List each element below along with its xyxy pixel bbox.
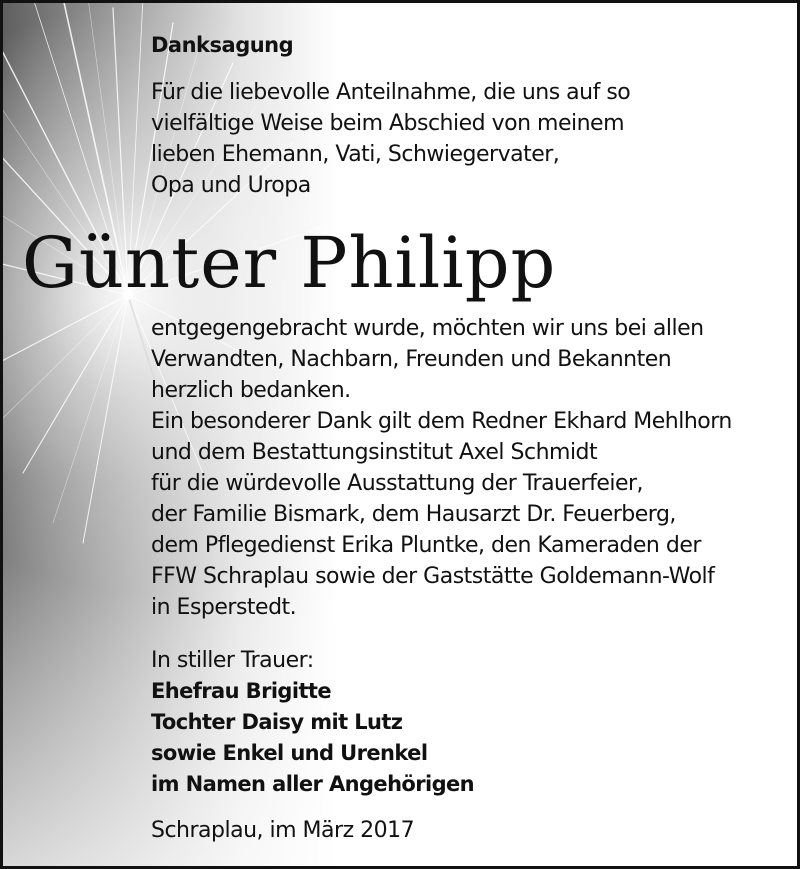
signer-line: im Namen aller Angehörigen [151, 772, 475, 796]
thanks-line: Verwandten, Nachbarn, Freunden und Bekannten [151, 347, 672, 372]
signer-line: sowie Enkel und Urenkel [151, 741, 428, 765]
signer-line: Tochter Daisy mit Lutz [151, 710, 403, 734]
thanks-line: Ein besonderer Dank gilt dem Redner Ekhard Mehlhorn [151, 409, 732, 434]
intro-line: vielfältige Weise beim Abschied von meinem [151, 111, 625, 136]
notice-heading: Danksagung [151, 33, 294, 57]
deceased-name: Günter Philipp [22, 222, 557, 304]
thanks-line: für die würdevolle Ausstattung der Trauerfeier, [151, 471, 644, 496]
signer-line: Ehefrau Brigitte [151, 679, 331, 703]
intro-line: lieben Ehemann, Vati, Schwiegervater, [151, 142, 560, 167]
thanks-line: FFW Schraplau sowie der Gaststätte Goldemann-Wolf [151, 564, 715, 589]
thanks-paragraph [151, 313, 732, 623]
intro-line: Opa und Uropa [151, 173, 311, 198]
mourning-label: In stiller Trauer: [151, 648, 314, 673]
thanks-line: dem Pflegedienst Erika Pluntke, den Kameraden der [151, 533, 701, 558]
thanks-line: in Esperstedt. [151, 595, 297, 620]
thanks-line: herzlich bedanken. [151, 378, 351, 403]
intro-paragraph [151, 77, 630, 201]
thanks-line: der Familie Bismark, dem Hausarzt Dr. Feuerberg, [151, 502, 676, 527]
intro-line: Für die liebevolle Anteilnahme, die uns auf so [151, 80, 631, 105]
thanks-line: und dem Bestattungsinstitut Axel Schmidt [151, 440, 598, 465]
thanks-line: entgegengebracht wurde, möchten wir uns bei allen [151, 316, 704, 341]
signers-list [151, 676, 474, 800]
place-date: Schraplau, im März 2017 [151, 818, 415, 843]
